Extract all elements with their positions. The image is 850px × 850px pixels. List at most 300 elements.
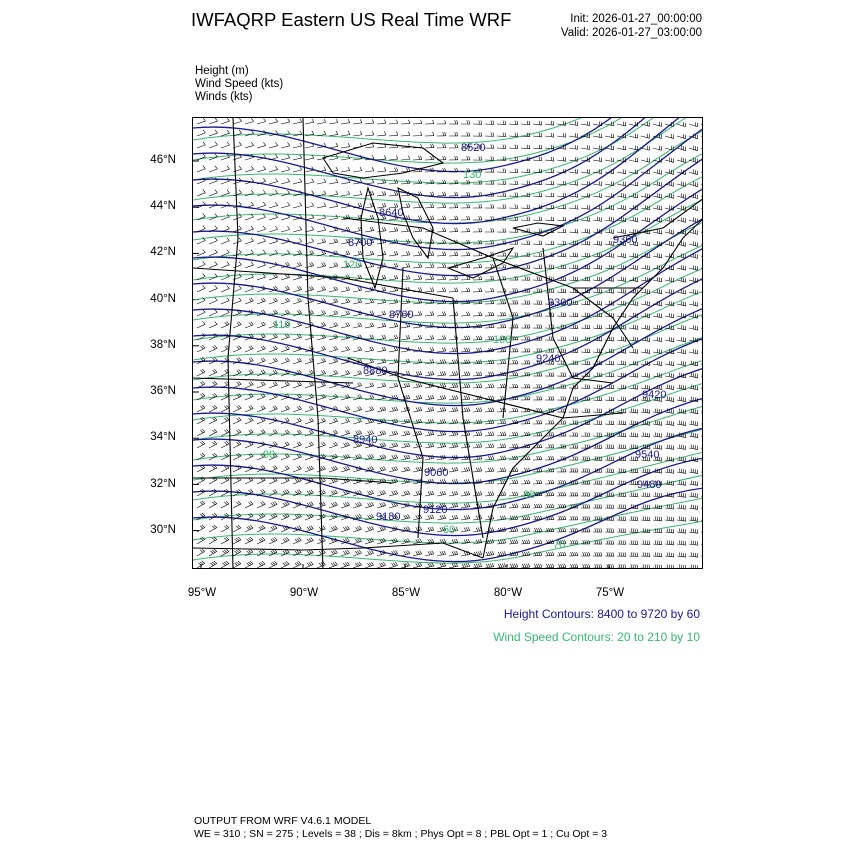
wind-barb-flag — [324, 191, 326, 194]
wind-barb — [269, 265, 278, 268]
wind-barb-flag — [577, 265, 578, 269]
wind-barb-flag — [611, 373, 612, 377]
wind-barb-flag — [504, 491, 506, 495]
wind-barb-flag — [633, 229, 634, 233]
wind-barb — [485, 471, 494, 472]
wind-barb-flag — [671, 433, 672, 437]
wind-barb-flag — [515, 324, 516, 328]
wind-barb-flag — [551, 396, 552, 400]
wind-barb-flag — [444, 407, 446, 411]
wind-barb-flag — [539, 157, 540, 161]
wind-barb — [689, 424, 698, 426]
wind-barb-flag — [565, 492, 566, 496]
wind-barb — [269, 301, 278, 304]
wind-barb-flag — [372, 227, 374, 231]
wind-barb-flag — [601, 504, 602, 508]
wind-barb-flag — [613, 253, 614, 257]
wind-barb-flag — [695, 493, 696, 497]
wind-barb-flag — [273, 430, 276, 433]
wind-barb — [593, 400, 602, 401]
wind-barb-flag — [613, 421, 614, 425]
wind-barb-flag — [623, 373, 624, 377]
wind-barb-flag — [333, 467, 335, 470]
wind-barb-flag — [336, 239, 338, 242]
wind-barb — [629, 328, 638, 329]
wind-barb-flag — [513, 312, 514, 316]
wind-barb-flag — [623, 277, 624, 281]
wind-barb — [497, 495, 506, 496]
wind-barb — [233, 181, 242, 184]
wind-barb-flag — [287, 250, 289, 253]
wind-barb-flag — [380, 431, 382, 434]
wind-barb — [701, 388, 703, 390]
wind-barb — [689, 220, 698, 223]
wind-barb-flag — [667, 421, 668, 425]
wind-barb-flag — [442, 288, 444, 292]
wind-barb-flag — [335, 370, 337, 373]
wind-barb-flag — [442, 395, 444, 399]
wind-barb-flag — [359, 394, 361, 397]
wind-barb-flag — [597, 492, 598, 496]
wind-barb-flag — [311, 406, 313, 409]
wind-barb-flag — [394, 503, 396, 506]
wind-barb-flag — [358, 251, 360, 254]
wind-barb — [629, 340, 638, 341]
wind-barb — [413, 303, 422, 304]
wind-barb-flag — [669, 361, 670, 365]
wind-barb-flag — [345, 503, 347, 506]
wind-barb — [269, 337, 277, 340]
wind-barb-flag — [490, 444, 492, 448]
wind-barb-flag — [643, 468, 644, 472]
wind-barb-flag — [673, 326, 674, 330]
wind-barb — [197, 468, 205, 472]
wind-barb-flag — [623, 205, 624, 209]
wind-barb-flag — [589, 468, 590, 472]
wind-barb-flag — [418, 288, 420, 292]
wind-barb-flag — [488, 384, 490, 388]
wind-barb — [425, 327, 434, 328]
wind-barb — [209, 300, 217, 304]
wind-barb-flag — [685, 469, 686, 473]
wind-barb-flag — [370, 335, 372, 338]
wind-barb — [377, 231, 386, 232]
wind-barb — [617, 184, 626, 186]
wind-barb-flag — [440, 408, 442, 412]
wind-barb-flag — [565, 349, 566, 353]
wind-barb — [689, 160, 698, 163]
wind-barb-flag — [575, 145, 576, 149]
wind-barb-flag — [202, 345, 205, 348]
wind-barb-flag — [647, 349, 648, 353]
wind-barb — [281, 158, 290, 160]
wind-barb — [305, 337, 314, 340]
wind-barb-flag — [372, 406, 374, 409]
wind-barb-flag — [565, 372, 566, 376]
wind-barb-flag — [529, 205, 530, 209]
wind-barb — [473, 423, 482, 424]
wind-barb-flag — [249, 406, 252, 409]
wind-barb-flag — [589, 229, 590, 233]
wind-barb — [425, 267, 434, 268]
wind-barb-flag — [585, 229, 586, 233]
wind-barb-flag — [443, 192, 444, 196]
wind-barb-flag — [589, 385, 590, 389]
wind-barb — [701, 328, 703, 330]
wind-barb — [677, 424, 686, 426]
wind-barb-flag — [597, 408, 598, 412]
wind-barb-flag — [635, 493, 636, 497]
wind-barb-flag — [348, 299, 350, 302]
wind-barb — [653, 352, 662, 354]
wind-barb-flag — [515, 169, 516, 173]
wind-barb-flag — [432, 359, 434, 363]
wind-barb-flag — [249, 442, 252, 445]
wind-barb-flag — [657, 301, 658, 305]
wind-barb-flag — [324, 203, 326, 206]
wind-barb-flag — [671, 409, 672, 413]
wind-barb-flag — [200, 454, 203, 457]
wind-barb-flag — [589, 504, 590, 508]
wind-barb — [617, 436, 626, 437]
wind-barb-flag — [669, 325, 670, 329]
wind-barb-flag — [480, 348, 482, 352]
wind-barb-flag — [396, 263, 398, 267]
wind-barb — [557, 136, 566, 137]
wind-barb-flag — [577, 181, 578, 185]
wind-barb-flag — [251, 178, 253, 181]
wind-barb — [617, 280, 626, 281]
wind-barb — [617, 400, 626, 401]
wind-barb-flag — [505, 181, 506, 185]
wind-barb — [257, 146, 266, 148]
wind-barb-flag — [432, 252, 434, 256]
wind-barb-flag — [213, 346, 216, 349]
wind-barb — [437, 375, 446, 376]
wind-barb-flag — [299, 298, 301, 301]
wind-barb-flag — [346, 371, 348, 374]
wind-barb-flag — [635, 433, 636, 437]
wind-barb-flag — [577, 385, 578, 389]
wind-barb-flag — [693, 469, 694, 473]
wind-barb — [329, 182, 338, 184]
wind-barb — [221, 289, 229, 292]
wind-barb-flag — [420, 156, 422, 160]
wind-barb-flag — [563, 289, 564, 293]
wind-barb-flag — [575, 265, 576, 269]
wind-barb-flag — [577, 408, 578, 412]
wind-barb-flag — [215, 238, 218, 241]
wind-barb — [665, 412, 674, 413]
wind-barb — [605, 448, 614, 449]
wind-barb-flag — [307, 491, 310, 494]
wind-barb-flag — [514, 432, 516, 436]
wind-barb-flag — [551, 372, 552, 376]
wind-barb-flag — [492, 455, 494, 459]
wind-barb-flag — [392, 503, 394, 506]
wind-barb-flag — [202, 429, 205, 432]
wind-barb-flag — [331, 479, 333, 482]
wind-barb-flag — [577, 133, 578, 137]
wind-barb-flag — [585, 349, 586, 353]
wind-barb-flag — [693, 493, 694, 497]
wind-barb-flag — [625, 361, 626, 365]
wind-barb-flag — [215, 226, 218, 229]
wind-barb-flag — [406, 431, 408, 434]
wind-barb-flag — [669, 481, 670, 485]
wind-barb-flag — [384, 466, 386, 469]
wind-barb-flag — [517, 133, 518, 137]
wind-barb-flag — [404, 444, 406, 447]
wind-barb-flag — [251, 226, 253, 229]
wind-barb-flag — [297, 490, 300, 493]
wind-barb-flag — [227, 130, 229, 133]
wind-barb-flag — [553, 169, 554, 173]
wind-barb — [281, 385, 289, 388]
wind-barb-flag — [321, 371, 323, 374]
wind-barb-flag — [529, 121, 530, 125]
wind-barb-flag — [529, 348, 530, 352]
wind-barb — [473, 363, 482, 364]
wind-barb — [557, 292, 566, 293]
wind-barb-flag — [283, 515, 286, 518]
wind-barb — [521, 148, 530, 149]
wind-barb-flag — [504, 444, 506, 448]
wind-barb-flag — [275, 190, 277, 193]
wind-barb-flag — [541, 432, 542, 436]
wind-barb — [233, 480, 241, 484]
wind-barb-flag — [382, 227, 384, 231]
wind-barb-flag — [321, 407, 323, 410]
wind-barb-flag — [476, 516, 478, 520]
wind-barb-flag — [503, 168, 504, 172]
wind-barb — [629, 268, 638, 270]
wind-barb — [197, 193, 205, 196]
wind-barb-flag — [418, 455, 420, 458]
wind-barb-flag — [367, 515, 369, 518]
wind-barb — [353, 183, 362, 184]
wind-barb-flag — [263, 178, 265, 181]
wind-barb-flag — [655, 432, 656, 436]
wind-barb-flag — [575, 325, 576, 329]
wind-barb-flag — [396, 132, 398, 136]
wind-barb-flag — [360, 358, 362, 361]
wind-barb-flag — [324, 262, 326, 265]
wind-barb-flag — [577, 157, 578, 161]
wind-barb-flag — [573, 432, 574, 436]
wind-barb — [197, 121, 205, 124]
wind-barb — [353, 195, 362, 196]
wind-barb-flag — [404, 455, 406, 458]
wind-barb — [293, 457, 301, 460]
wind-barb-flag — [505, 324, 506, 328]
wind-barb — [413, 267, 422, 268]
wind-barb — [581, 352, 590, 353]
wind-barb-flag — [309, 419, 311, 422]
wind-barb-flag — [577, 337, 578, 341]
wind-barb-flag — [539, 241, 540, 245]
wind-barb-flag — [609, 480, 610, 484]
wind-barb-flag — [469, 216, 470, 220]
wind-barb-flag — [371, 454, 373, 457]
wind-barb-flag — [368, 419, 370, 422]
wind-barb-flag — [625, 313, 626, 317]
wind-barb-flag — [502, 432, 504, 436]
wind-barb-flag — [372, 119, 374, 123]
wind-barb-flag — [625, 505, 626, 509]
wind-barb-flag — [321, 467, 323, 470]
wind-barb-flag — [307, 467, 310, 470]
wind-barb — [641, 508, 650, 509]
wind-barb — [209, 492, 217, 496]
wind-barb-flag — [239, 369, 242, 372]
wind-barb — [581, 172, 590, 173]
wind-barb-flag — [394, 192, 396, 196]
wind-barb-flag — [227, 226, 230, 229]
wind-barb — [413, 135, 422, 136]
wind-barb-flag — [609, 504, 610, 508]
wind-barb-flag — [468, 288, 470, 292]
wind-barb-flag — [333, 443, 335, 446]
wind-barb-flag — [633, 277, 634, 281]
wind-barb-flag — [263, 214, 265, 217]
wind-barb — [329, 146, 338, 148]
wind-barb — [245, 157, 254, 160]
wind-barb — [329, 158, 338, 160]
wind-barb-flag — [263, 465, 266, 468]
wind-barb-flag — [227, 298, 230, 301]
wind-barb-flag — [529, 217, 530, 221]
wind-barb-flag — [693, 409, 694, 413]
wind-barb-flag — [491, 336, 492, 340]
wind-barb — [665, 364, 674, 366]
wind-barb — [197, 492, 205, 496]
wind-barb-flag — [275, 382, 278, 385]
wind-barb — [509, 124, 518, 125]
wind-barb-flag — [504, 515, 506, 519]
wind-barb-flag — [404, 408, 406, 411]
wind-barb-flag — [589, 325, 590, 329]
wind-barb-flag — [336, 179, 338, 182]
wind-barb-flag — [347, 406, 349, 409]
wind-barb — [641, 340, 650, 341]
wind-barb-flag — [396, 455, 398, 458]
wind-barb — [365, 350, 374, 352]
wind-barb-flag — [537, 480, 538, 484]
wind-barb-flag — [575, 516, 576, 520]
wind-barb — [605, 256, 614, 257]
wind-barb — [641, 184, 650, 186]
wind-barb-flag — [249, 430, 252, 433]
wind-barb-flag — [679, 421, 680, 425]
wind-barb-flag — [203, 166, 206, 169]
wind-barb-flag — [347, 502, 349, 505]
wind-barb — [305, 445, 313, 448]
wind-barb-flag — [215, 309, 218, 312]
wind-barb-flag — [625, 433, 626, 437]
wind-barb — [245, 265, 253, 268]
wind-barb — [677, 352, 686, 354]
wind-barb-flag — [527, 240, 528, 244]
wind-barb — [521, 124, 530, 125]
wind-barb — [221, 277, 229, 280]
wind-barb-flag — [343, 503, 345, 506]
wind-barb-flag — [202, 453, 205, 456]
wind-barb-flag — [238, 501, 241, 504]
wind-barb — [353, 254, 362, 256]
wind-barb — [533, 136, 542, 137]
wind-barb-flag — [287, 346, 289, 349]
wind-barb-flag — [625, 289, 626, 293]
wind-barb-flag — [275, 166, 277, 169]
wind-barb-flag — [336, 131, 338, 135]
wind-barb-flag — [432, 395, 434, 399]
wind-barb-flag — [263, 202, 265, 205]
wind-barb-flag — [611, 337, 612, 341]
wind-barb-flag — [464, 504, 466, 508]
wind-barb-flag — [669, 469, 670, 473]
wind-barb-flag — [631, 420, 632, 424]
wind-barb — [665, 448, 674, 449]
wind-barb-flag — [647, 289, 648, 293]
wind-barb — [329, 385, 338, 388]
wind-barb-flag — [297, 359, 299, 362]
wind-barb — [641, 244, 650, 246]
wind-barb-flag — [589, 456, 590, 460]
wind-barb-flag — [297, 442, 300, 445]
wind-barb — [677, 136, 686, 139]
wind-barb-flag — [478, 432, 480, 436]
wind-barb — [509, 136, 518, 137]
wind-barb-flag — [444, 383, 446, 387]
wind-barb-flag — [464, 516, 466, 520]
wind-barb-flag — [515, 384, 516, 388]
wind-barb-flag — [645, 349, 646, 353]
wind-barb — [497, 435, 506, 436]
wind-barb-flag — [285, 299, 287, 302]
wind-barb — [197, 420, 205, 424]
wind-barb-flag — [336, 143, 338, 146]
wind-barb-flag — [587, 444, 588, 448]
wind-barb-flag — [491, 144, 492, 148]
wind-barb-flag — [599, 217, 600, 221]
wind-barb-flag — [645, 277, 646, 281]
wind-barb-flag — [493, 228, 494, 232]
wind-barb-flag — [695, 481, 696, 485]
wind-barb-flag — [200, 406, 203, 409]
wind-barb-flag — [408, 156, 410, 160]
wind-barb-flag — [611, 385, 612, 389]
wind-barb-flag — [420, 216, 422, 220]
wind-barb-flag — [321, 502, 324, 505]
wind-barb-flag — [323, 502, 326, 505]
wind-barb-flag — [679, 457, 680, 461]
wind-barb-flag — [251, 262, 253, 265]
wind-barb-flag — [551, 444, 552, 448]
wind-barb — [293, 361, 302, 364]
wind-barb-flag — [464, 372, 466, 376]
wind-barb-flag — [311, 310, 313, 313]
wind-barb — [653, 280, 662, 282]
wind-barb-flag — [287, 418, 290, 421]
wind-barb-flag — [430, 347, 432, 351]
wind-barb — [689, 508, 698, 509]
wind-barb-flag — [577, 122, 578, 126]
wind-barb-flag — [444, 204, 446, 208]
wind-barb-flag — [611, 217, 612, 221]
wind-barb — [305, 158, 314, 160]
wind-barb-flag — [679, 445, 680, 449]
